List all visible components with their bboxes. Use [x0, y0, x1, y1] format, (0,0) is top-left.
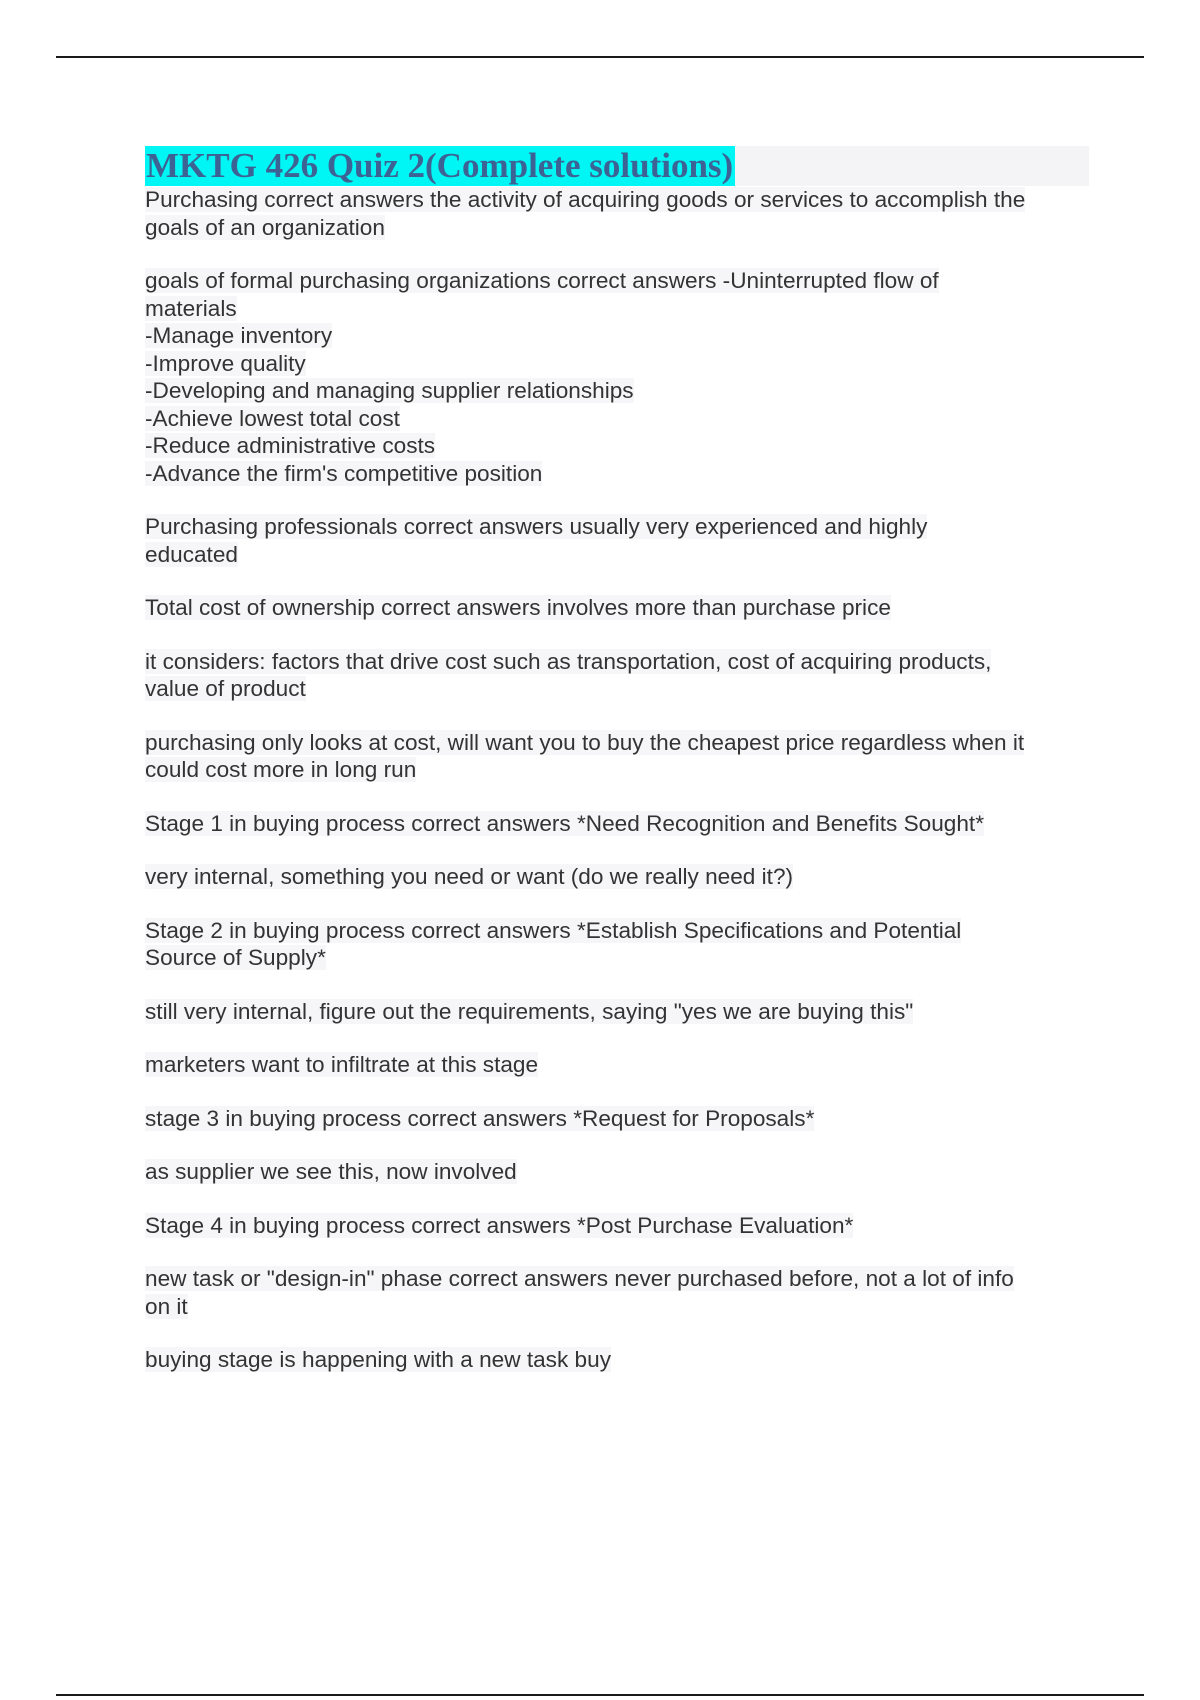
text-line-content: goals of formal purchasing organizations correct answers -Uninterrupted flow of: [145, 268, 939, 293]
document-title: MKTG 426 Quiz 2(Complete solutions): [146, 146, 734, 185]
text-line: [145, 756, 1090, 784]
text-line: [145, 648, 1090, 676]
paragraph: [145, 917, 1090, 972]
text-line: [145, 1212, 1090, 1240]
text-line-content: Stage 2 in buying process correct answers *Establish Specifications and Potential: [145, 917, 962, 943]
text-line: [145, 594, 1090, 622]
text-line-content: stage 3 in buying process correct answers *Request for Proposals*: [145, 1105, 815, 1131]
text-line-content: purchasing only looks at cost, will want you to buy the cheapest price regardless when it: [145, 729, 1025, 755]
paragraph: [145, 267, 1090, 487]
paragraph: [145, 513, 1090, 568]
text-line: [145, 513, 1090, 541]
text-line-content: still very internal, figure out the requirements, saying "yes we are buying this": [145, 998, 914, 1024]
text-line-content: marketers want to infiltrate at this stage: [145, 1052, 539, 1077]
document-body: [145, 146, 1090, 1400]
paragraph: [145, 1346, 1090, 1374]
text-line: [145, 998, 1090, 1026]
text-line: [145, 432, 1090, 460]
text-line-content: -Achieve lowest total cost: [145, 405, 400, 431]
paragraph: [145, 648, 1090, 703]
text-line: [145, 1158, 1090, 1186]
text-line-content: Stage 1 in buying process correct answers *Need Recognition and Benefits Sought*: [145, 810, 984, 836]
text-line-content: Stage 4 in buying process correct answers *Post Purchase Evaluation*: [145, 1212, 854, 1238]
title-row: [145, 146, 1089, 186]
text-line-content: materials: [145, 295, 237, 321]
paragraph: [145, 1051, 1090, 1079]
text-line: [145, 917, 1090, 945]
text-line-content: value of product: [145, 676, 306, 701]
text-line: [145, 214, 1090, 242]
text-line-content: -Advance the firm's competitive position: [145, 460, 543, 486]
text-line-content: educated: [145, 541, 238, 567]
paragraph: [145, 863, 1090, 891]
paragraph: [145, 594, 1090, 622]
text-line: [145, 1265, 1090, 1293]
paragraph: [145, 1212, 1090, 1240]
text-line: [145, 350, 1090, 378]
text-line-content: Total cost of ownership correct answers involves more than purchase price: [145, 595, 891, 620]
paragraph: [145, 810, 1090, 838]
text-line: [145, 944, 1090, 972]
text-line: [145, 460, 1090, 488]
text-line: [145, 1051, 1090, 1079]
text-line: [145, 405, 1090, 433]
text-line: [145, 1105, 1090, 1133]
text-line-content: -Improve quality: [145, 350, 306, 376]
paragraph: [145, 186, 1090, 241]
text-line: [145, 1293, 1090, 1321]
text-line-content: as supplier we see this, now involved: [145, 1159, 517, 1184]
paragraph: [145, 1158, 1090, 1186]
text-line-content: -Developing and managing supplier relationships: [145, 378, 634, 403]
text-line-content: could cost more in long run: [145, 757, 417, 782]
text-line: [145, 1346, 1090, 1374]
text-line-content: Purchasing professionals correct answers usually very experienced and highly: [145, 514, 928, 539]
paragraph: [145, 729, 1090, 784]
text-line-content: buying stage is happening with a new task buy: [145, 1347, 611, 1372]
text-line: [145, 863, 1090, 891]
text-line-content: very internal, something you need or want (do we really need it?): [145, 864, 794, 889]
text-line-content: Purchasing correct answers the activity of acquiring goods or services to accomplish the: [145, 187, 1026, 212]
text-line: [145, 729, 1090, 757]
text-line: [145, 675, 1090, 703]
text-line: [145, 295, 1090, 323]
text-line: [145, 186, 1090, 214]
paragraph: [145, 1105, 1090, 1133]
text-line-content: on it: [145, 1293, 188, 1319]
text-line: [145, 810, 1090, 838]
text-line-content: Source of Supply*: [145, 945, 326, 970]
top-rule: [56, 56, 1144, 58]
text-line-content: new task or "design-in" phase correct answers never purchased before, not a lot of info: [145, 1266, 1014, 1291]
bottom-rule: [56, 1694, 1144, 1696]
paragraph: [145, 1265, 1090, 1320]
text-line-content: it considers: factors that drive cost such as transportation, cost of acquiring products,: [145, 648, 992, 674]
text-line-content: goals of an organization: [145, 214, 385, 240]
text-line: [145, 541, 1090, 569]
text-line: [145, 322, 1090, 350]
paragraph-list: [145, 186, 1090, 1374]
text-line: [145, 267, 1090, 295]
text-line-content: -Reduce administrative costs: [145, 433, 436, 458]
text-line: [145, 377, 1090, 405]
paragraph: [145, 998, 1090, 1026]
text-line-content: -Manage inventory: [145, 323, 333, 348]
